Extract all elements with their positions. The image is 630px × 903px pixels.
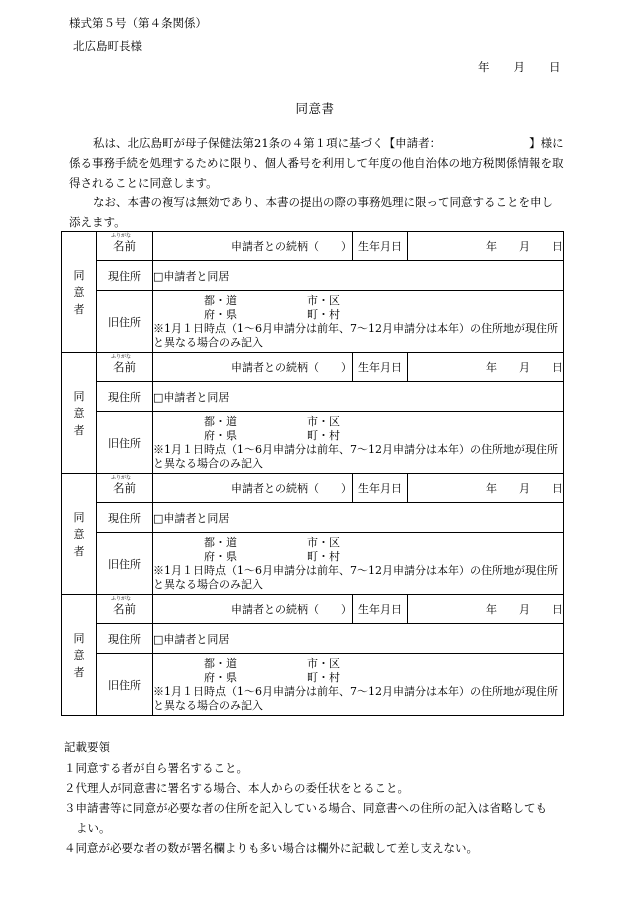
current-address-row: [62, 382, 564, 412]
relation-label: 申請者との続柄（ ）: [231, 361, 352, 374]
municipality-option-2: 町・村: [307, 549, 340, 563]
name-label: 名前: [113, 239, 136, 253]
consenter-name-row: [62, 595, 564, 624]
municipality-option-1: 市・区: [307, 414, 340, 428]
current-address-row: [62, 503, 564, 533]
note-item-4: ４同意が必要な者の数が署名欄よりも多い場合は欄外に記載して差し支えない。: [64, 841, 478, 855]
birth-date-input[interactable]: 年 月 日: [408, 595, 564, 624]
same-household-checkbox[interactable]: □申請者と同居: [153, 511, 230, 525]
name-label-cell: [97, 232, 153, 261]
notes-title: 記載要領: [64, 740, 110, 754]
consenter-side-label: [62, 353, 97, 474]
current-address-input[interactable]: [153, 624, 564, 654]
consent-text-b: 】様に係る事務手続を処理するために限り、個人番号を利用して年度の他自治体の地方税関係情報を取得されることに同意します。: [69, 136, 564, 190]
form-number: 様式第５号（第４条関係）: [69, 16, 207, 30]
old-address-row: [62, 412, 564, 474]
prefecture-option-1: 都・道: [204, 535, 237, 549]
consent-text-a: 私は、北広島町が母子保健法第21条の４第１項に基づく【申請者：: [93, 136, 442, 150]
date-day: 日: [549, 60, 561, 74]
current-address-input[interactable]: [153, 503, 564, 533]
copy-notice-text: なお、本書の複写は無効であり、本書の提出の際の事務処理に限って同意することを申し添えます。: [69, 195, 553, 229]
name-input-cell[interactable]: [153, 595, 353, 624]
furigana-label: ふりがな: [111, 596, 132, 602]
current-address-input[interactable]: [153, 382, 564, 412]
side-char: 同: [73, 631, 85, 645]
date-year: 年: [478, 60, 490, 74]
current-address-label: 現住所: [97, 624, 153, 654]
municipality-option-1: 市・区: [307, 293, 340, 307]
old-address-label: 旧住所: [97, 412, 153, 474]
birth-date-label: 生年月日: [353, 232, 408, 261]
note-item-2: ２代理人が同意書に署名する場合、本人からの委任状をとること。: [64, 781, 409, 795]
birth-date-label: 生年月日: [353, 595, 408, 624]
side-char: 意: [73, 406, 85, 420]
prefecture-option-2: 府・県: [204, 307, 237, 321]
municipality-option-1: 市・区: [307, 656, 340, 670]
furigana-label: ふりがな: [111, 233, 132, 239]
consenter-name-row: [62, 353, 564, 382]
consenter-name-row: [62, 232, 564, 261]
old-address-input[interactable]: [153, 291, 564, 353]
side-char: 者: [73, 544, 85, 558]
old-address-row: [62, 654, 564, 716]
side-char: 者: [73, 423, 85, 437]
side-char: 同: [73, 389, 85, 403]
furigana-label: ふりがな: [111, 475, 132, 481]
same-household-checkbox[interactable]: □申請者と同居: [153, 390, 230, 404]
name-input-cell[interactable]: [153, 474, 353, 503]
municipality-option-1: 市・区: [307, 535, 340, 549]
birth-date-input[interactable]: 年 月 日: [408, 232, 564, 261]
current-address-label: 現住所: [97, 382, 153, 412]
birth-date-label: 生年月日: [353, 474, 408, 503]
relation-label: 申請者との続柄（ ）: [231, 603, 352, 616]
name-label: 名前: [113, 360, 136, 374]
old-address-row: [62, 291, 564, 353]
date-month: 月: [513, 60, 525, 74]
name-input-cell[interactable]: [153, 232, 353, 261]
consent-paragraph: [69, 133, 564, 193]
relation-label: 申請者との続柄（ ）: [231, 482, 352, 495]
name-input-cell[interactable]: [153, 353, 353, 382]
furigana-label: ふりがな: [111, 354, 132, 360]
addressee: 北広島町長様: [73, 39, 142, 53]
prefecture-option-1: 都・道: [204, 414, 237, 428]
consenter-name-row: [62, 474, 564, 503]
side-char: 同: [73, 268, 85, 282]
name-label-cell: [97, 474, 153, 503]
current-address-input[interactable]: [153, 261, 564, 291]
prefecture-option-1: 都・道: [204, 293, 237, 307]
side-char: 意: [73, 527, 85, 541]
name-label-cell: [97, 353, 153, 382]
note-item-3-line-2: よい。: [76, 821, 111, 835]
relation-label: 申請者との続柄（ ）: [231, 240, 352, 253]
birth-date-label: 生年月日: [353, 353, 408, 382]
side-char: 同: [73, 510, 85, 524]
municipality-option-2: 町・村: [307, 670, 340, 684]
current-address-label: 現住所: [97, 261, 153, 291]
consenter-side-label: [62, 232, 97, 353]
side-char: 意: [73, 648, 85, 662]
current-address-row: [62, 261, 564, 291]
old-address-input[interactable]: [153, 533, 564, 595]
consenter-side-label: [62, 595, 97, 716]
municipality-option-2: 町・村: [307, 428, 340, 442]
old-address-label: 旧住所: [97, 654, 153, 716]
old-address-note: ※1月１日時点（1～6月申請分は前年、7～12月申請分は本年）の住所地が現住所と異なる場合のみ記入: [153, 442, 558, 470]
old-address-input[interactable]: [153, 412, 564, 474]
document-title: 同意書: [295, 101, 335, 116]
side-char: 者: [73, 665, 85, 679]
prefecture-option-1: 都・道: [204, 656, 237, 670]
birth-date-input[interactable]: 年 月 日: [408, 353, 564, 382]
note-item-3-line-1: ３申請書等に同意が必要な者の住所を記入している場合、同意書への住所の記入は省略しても: [64, 801, 547, 815]
consenter-side-label: [62, 474, 97, 595]
note-item-1: １同意する者が自ら署名すること。: [64, 761, 248, 775]
copy-notice-paragraph: [69, 192, 564, 232]
old-address-note: ※1月１日時点（1～6月申請分は前年、7～12月申請分は本年）の住所地が現住所と異なる場合のみ記入: [153, 321, 558, 349]
birth-date-input[interactable]: 年 月 日: [408, 474, 564, 503]
old-address-note: ※1月１日時点（1～6月申請分は前年、7～12月申請分は本年）の住所地が現住所と異なる場合のみ記入: [153, 563, 558, 591]
old-address-row: [62, 533, 564, 595]
old-address-label: 旧住所: [97, 533, 153, 595]
name-label: 名前: [113, 481, 136, 495]
prefecture-option-2: 府・県: [204, 670, 237, 684]
consent-table-body: [62, 232, 564, 716]
prefecture-option-2: 府・県: [204, 428, 237, 442]
name-label: 名前: [113, 602, 136, 616]
side-char: 意: [73, 285, 85, 299]
municipality-option-2: 町・村: [307, 307, 340, 321]
date-line: [478, 59, 561, 75]
current-address-label: 現住所: [97, 503, 153, 533]
old-address-label: 旧住所: [97, 291, 153, 353]
current-address-row: [62, 624, 564, 654]
old-address-note: ※1月１日時点（1～6月申請分は前年、7～12月申請分は本年）の住所地が現住所と異なる場合のみ記入: [153, 684, 558, 712]
same-household-checkbox[interactable]: □申請者と同居: [153, 632, 230, 646]
same-household-checkbox[interactable]: □申請者と同居: [153, 269, 230, 283]
consent-table: [61, 231, 564, 716]
note-item-3: [64, 798, 574, 838]
old-address-input[interactable]: [153, 654, 564, 716]
prefecture-option-2: 府・県: [204, 549, 237, 563]
side-char: 者: [73, 302, 85, 316]
name-label-cell: [97, 595, 153, 624]
